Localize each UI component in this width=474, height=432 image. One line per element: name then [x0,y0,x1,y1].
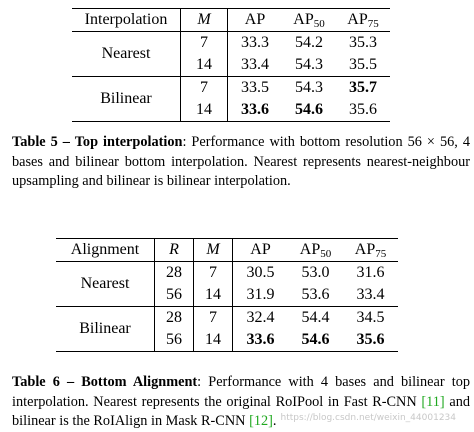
cell-m: 7 [181,32,228,55]
citation-link[interactable]: [11] [421,393,445,410]
cell-ap75: 31.6 [343,262,398,285]
table-row [72,32,390,55]
cell-ap50: 53.6 [301,286,330,303]
cell-ap50: 53.0 [288,262,343,285]
caption-text: . [272,413,277,429]
table-row [56,307,398,330]
table-5-caption [12,133,470,192]
cell-m: 14 [194,284,233,307]
table-6 [56,238,398,352]
cell-ap: 30.5 [233,262,289,285]
cell-r: 56 [155,284,194,307]
citation-link[interactable]: [12] [249,413,273,429]
header-interpolation: Interpolation [72,9,181,32]
cell-m: 14 [181,54,228,77]
group-label: Nearest [56,262,155,307]
header-m: M [181,9,228,32]
cell-m: 7 [181,77,228,100]
table-row [56,262,398,285]
cell-m: 14 [181,99,228,122]
cell-ap50: 54.2 [282,32,336,55]
cell-ap: 33.5 [228,77,283,100]
header-ap: AP [228,9,283,32]
header-r: R [155,239,194,262]
cell-ap: 33.4 [241,56,269,73]
cell-ap50-best: 54.6 [288,329,343,352]
cell-ap-best: 33.6 [233,329,289,352]
caption-text: : Performance with bottom resolution 56 × 56, 4 bases and bilinear bottom interpolation. Nearest represents nearest-neighbour upsampling and bilinear is bilinear interpolation. [12,134,470,189]
table-5 [72,8,390,122]
cell-ap50: 54.4 [288,307,343,330]
cell-ap-best: 33.6 [228,99,283,122]
caption-label: Table 5 – Top interpolation [12,134,183,150]
table-row [72,77,390,100]
header-ap50: $AP_{50}$ [288,239,343,262]
watermark: https://blog.csdn.net/weixin_44001234 [280,413,456,423]
header-alignment: Alignment [56,239,155,262]
cell-ap75-best: 35.6 [343,329,398,352]
cell-ap: 31.9 [246,286,275,303]
header-ap75: $AP_{75}$ [336,9,390,32]
header-m: M [194,239,233,262]
header-ap75: $AP_{75}$ [343,239,398,262]
group-label: Bilinear [72,77,181,122]
cell-r: 56 [155,329,194,352]
cell-ap50-best: 54.6 [282,99,336,122]
cell-ap75-best: 35.7 [336,77,390,100]
cell-ap75: 33.4 [356,286,385,303]
cell-r: 28 [155,262,194,285]
cell-ap50: 54.3 [282,77,336,100]
caption-label: Table 6 – Bottom Alignment [12,374,198,390]
caption-text: : Performance with 4 bases and bilinear top interpolation. Nearest represents the original RoIPool in Fast R-CNN [12,374,471,410]
cell-m: 7 [194,307,233,330]
cell-ap75: 34.5 [343,307,398,330]
header-ap50: $AP_{50}$ [282,9,336,32]
cell-r: 28 [155,307,194,330]
cell-ap75: 35.5 [349,56,377,73]
cell-ap50: 54.3 [295,56,323,73]
cell-ap: 33.3 [228,32,283,55]
group-label: Nearest [72,32,181,77]
cell-ap75: 35.3 [336,32,390,55]
cell-m: 7 [194,262,233,285]
cell-ap75: 35.6 [336,99,390,122]
group-label: Bilinear [56,307,155,352]
header-ap: AP [233,239,289,262]
caption-text: and bilinear is the RoIAlign in Mask R-CNN [12,393,471,429]
cell-m: 14 [194,329,233,352]
cell-ap: 32.4 [233,307,289,330]
